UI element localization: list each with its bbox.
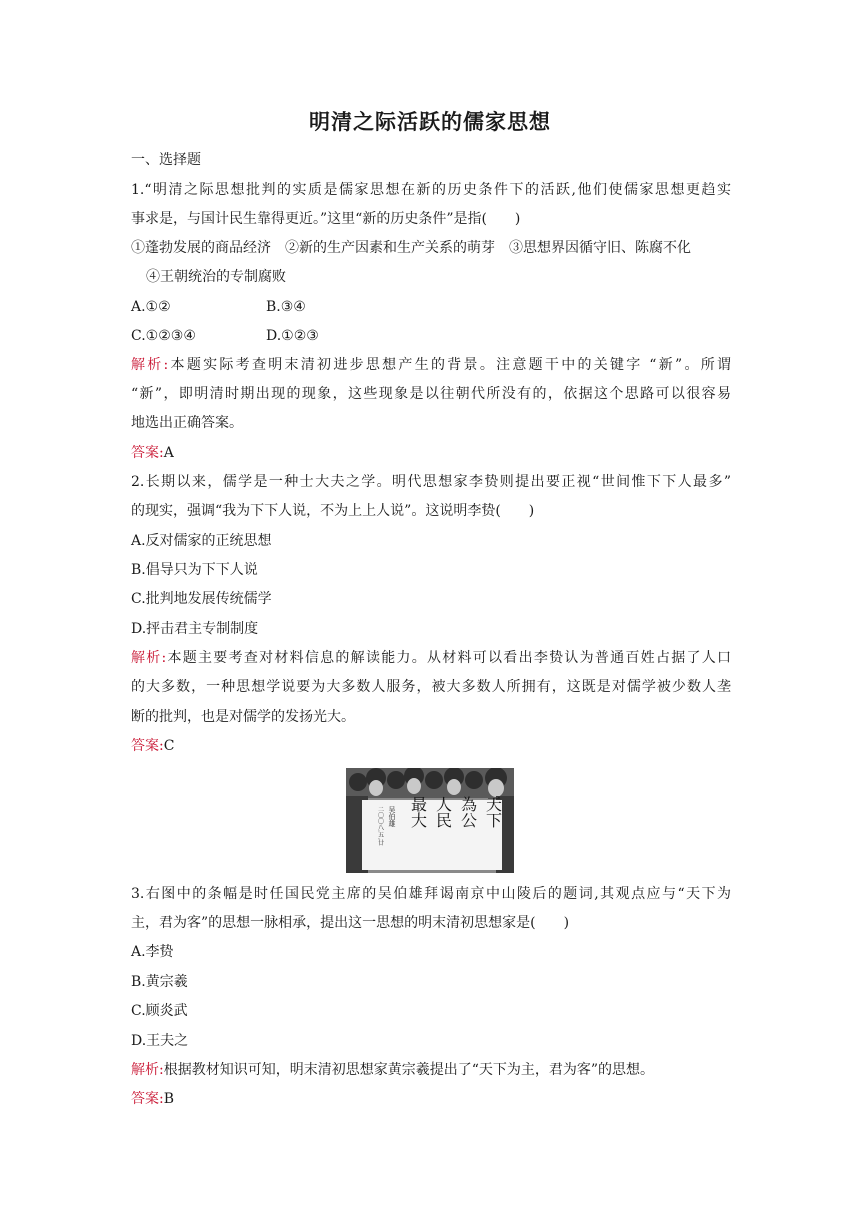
q3-option-b: B.黄宗羲 [131,974,188,990]
q2-analysis-line3: 断的批判，也是对儒学的发扬光大。 [131,709,355,725]
q3-answer [131,1089,731,1109]
q3-option-a: A.李贽 [131,944,174,960]
q2-answer [131,736,731,756]
q2-option-c: C.批判地发展传统儒学 [131,591,272,607]
q1-items-line2: ④王朝统治的专制腐败 [146,269,286,285]
q2-option-d: D.抨击君主专制制度 [131,621,259,637]
section-heading: 一、选择题 [131,152,201,168]
page-title: 明清之际活跃的儒家思想 [309,110,551,134]
q1-stem-line1: 1.“明清之际思想批判的实质是儒家思想在新的历史条件下的活跃,他们使儒家思想更趋实 [131,182,731,198]
q2-answer-label: 答案: [131,738,164,754]
q1-option-b: B.③④ [266,299,306,315]
q3-analysis-label: 解析: [131,1062,164,1078]
q2-analysis-text1: 本题主要考查对材料信息的解读能力。从材料可以看出李贽认为普通百姓占据了人口 [166,650,732,666]
q2-analysis-line1 [131,648,731,668]
banner-col4: 最大 [408,796,428,828]
q3-analysis-text1: 根据教材知识可知，明末清初思想家黄宗羲提出了“天下为主，君为客”的思想。 [163,1062,655,1078]
q1-items-line1: ①蓬勃发展的商品经济 ②新的生产因素和生产关系的萌芽 ③思想界因循守旧、陈腐不化 [131,240,691,256]
banner-date: 二〇〇八.五.廿 [376,806,384,846]
q2-option-a: A.反对儒家的正统思想 [131,533,272,549]
q2-answer-value: C [163,738,175,754]
q1-answer [131,443,731,463]
q3-answer-label: 答案: [131,1091,164,1107]
q2-stem-line2: 的现实，强调“我为下下人说，不为上上人说”。这说明李贽( ) [131,503,535,519]
q3-option-d: D.王夫之 [131,1033,189,1049]
q1-analysis-line3: 地选出正确答案。 [131,415,243,431]
q2-stem-line1: 2.长期以来，儒学是一种士大夫之学。明代思想家李贽则提出要正视“世间惟下下人最多” [131,474,731,490]
q1-answer-label: 答案: [131,445,164,461]
q1-option-d: D.①②③ [266,328,319,344]
banner-col2: 為公 [458,796,478,828]
banner-photo [346,768,514,873]
q3-option-c: C.顾炎武 [131,1003,188,1019]
banner-col3: 人民 [433,796,453,828]
q2-analysis-line2: 的大多数，一种思想学说要为大多数人服务，被大多数人所拥有，这既是对儒学被少数人垄 [131,679,731,695]
q1-analysis-label: 解析: [131,357,169,373]
q1-option-c: C.①②③④ [131,328,196,344]
q1-answer-value: A [163,445,174,461]
q3-answer-value: B [163,1091,175,1107]
q3-stem-line2: 主，君为客”的思想一脉相承，提出这一思想的明末清初思想家是( ) [131,915,570,931]
q1-analysis-line2: “新”，即明清时期出现的现象，这些现象是以往朝代所没有的，依据这个思路可以很容易 [131,386,731,402]
q1-analysis-line1 [131,355,731,375]
q2-option-b: B.倡导只为下下人说 [131,562,258,578]
banner-col1: 天下 [483,796,503,828]
q1-stem-line2: 事求是，与国计民生靠得更近。”这里“新的历史条件”是指( ) [131,211,521,227]
banner-signature: 吴伯雄 [388,806,396,827]
q2-analysis-label: 解析: [131,650,167,666]
q1-analysis-text1: 本题实际考查明末清初进步思想产生的背景。注意题干中的关键字 “新”。所谓 [168,357,732,373]
q1-option-a: A.①② [131,299,171,315]
q3-analysis-line1 [131,1060,731,1080]
q3-stem-line1: 3.右图中的条幅是时任国民党主席的吴伯雄拜谒南京中山陵后的题词,其观点应与“天下为 [131,886,731,902]
